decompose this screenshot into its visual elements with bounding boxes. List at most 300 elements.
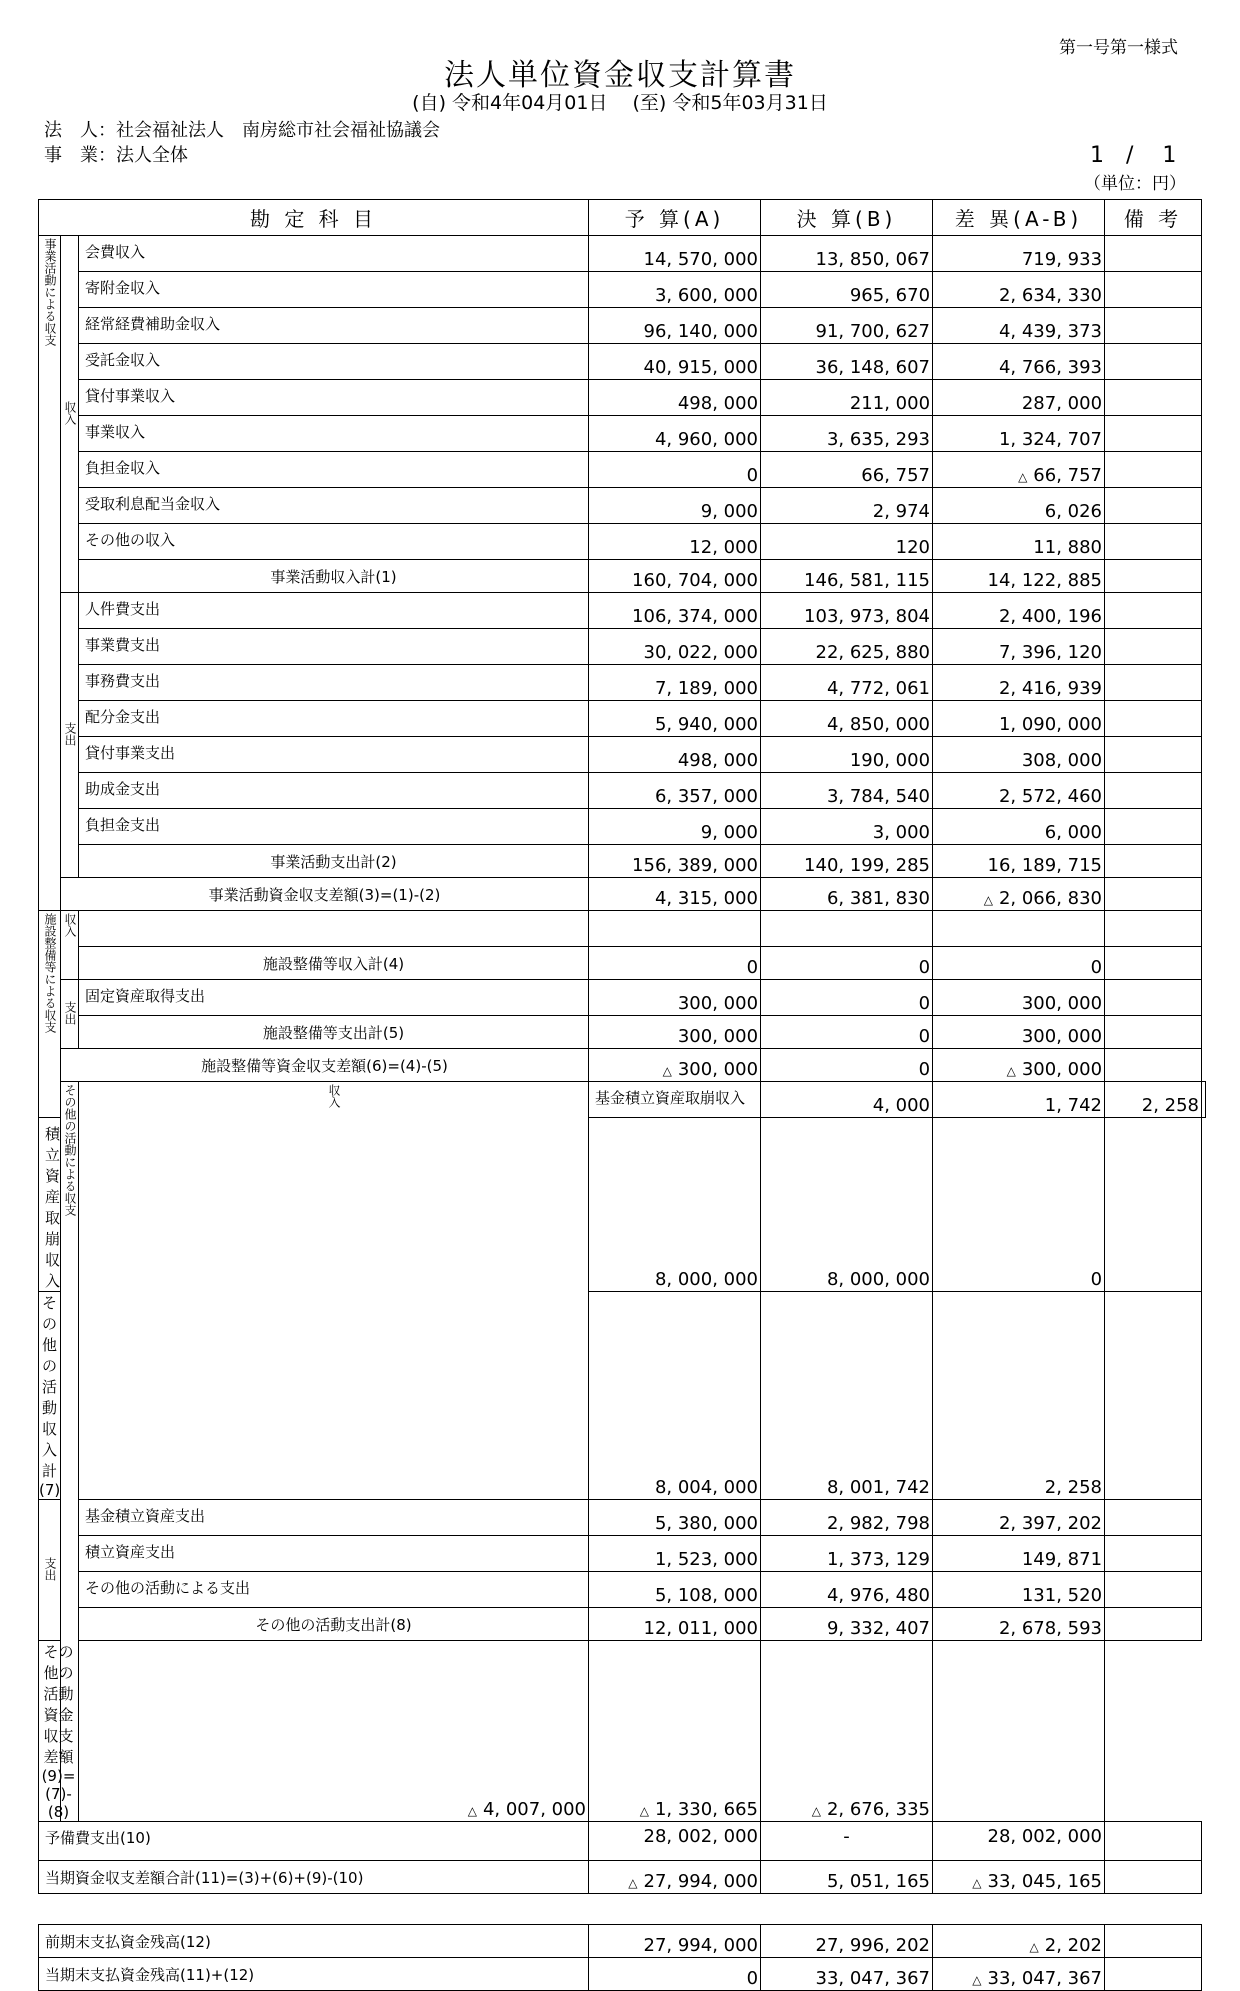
actual-cell — [761, 665, 933, 701]
note-cell — [1105, 1292, 1202, 1500]
row-label: 基金積立資産支出 — [79, 1500, 589, 1536]
diff-cell — [933, 1958, 1105, 1991]
actual-cell — [761, 560, 933, 593]
actual-value: 0 — [918, 1026, 931, 1047]
budget-cell — [589, 1292, 761, 1500]
negative-mark: △ — [1006, 1064, 1016, 1078]
empty-cell — [761, 911, 933, 947]
actual-cell — [761, 1861, 933, 1894]
actual-cell — [761, 1608, 933, 1641]
table-row — [39, 773, 1206, 809]
corporation: 法 人：社会福祉法人 南房総市社会福祉協議会 — [44, 120, 440, 141]
note-cell — [1105, 1925, 1202, 1958]
table-row — [39, 1082, 1206, 1118]
budget-value: 156, 389, 000 — [632, 855, 759, 876]
budget-cell — [589, 593, 761, 629]
diff-value: 28, 002, 000 — [987, 1826, 1103, 1847]
budget-value: 5, 108, 000 — [654, 1585, 759, 1606]
row-label: その他の活動支出計(8) — [79, 1608, 589, 1641]
actual-value: 0 — [918, 993, 931, 1014]
table-row — [39, 809, 1206, 845]
budget-cell — [761, 1082, 933, 1118]
actual-value: 146, 581, 115 — [804, 570, 931, 591]
table-row — [39, 1641, 1206, 1822]
table-row — [39, 416, 1206, 452]
diff-value: 66, 757 — [1033, 465, 1103, 486]
diff-cell — [933, 1049, 1105, 1082]
actual-value: 140, 199, 285 — [804, 855, 931, 876]
actual-value: 2, 974 — [872, 501, 931, 522]
note-cell — [933, 1641, 1105, 1822]
actual-cell — [761, 1292, 933, 1500]
diff-cell — [933, 980, 1105, 1016]
table-row — [39, 1500, 1206, 1536]
diff-cell — [933, 1292, 1105, 1500]
budget-cell — [589, 1536, 761, 1572]
actual-cell — [761, 1822, 933, 1861]
budget-cell — [589, 1049, 761, 1082]
actual-value: 33, 047, 367 — [815, 1968, 931, 1989]
actual-value: 22, 625, 880 — [815, 642, 931, 663]
diff-cell — [933, 344, 1105, 380]
actual-cell — [761, 980, 933, 1016]
diff-value: 1, 324, 707 — [998, 429, 1103, 450]
actual-cell — [761, 947, 933, 980]
actual-value: 103, 973, 804 — [804, 606, 931, 627]
table-row — [39, 488, 1206, 524]
actual-cell — [761, 1958, 933, 1991]
budget-value: 3, 600, 000 — [654, 285, 759, 306]
budget-cell — [589, 524, 761, 560]
actual-cell — [761, 1118, 933, 1292]
table-row — [39, 308, 1206, 344]
table-body — [39, 236, 1206, 1991]
table-row — [39, 665, 1206, 701]
budget-value: 14, 570, 000 — [643, 249, 759, 270]
diff-value: 149, 871 — [1021, 1549, 1103, 1570]
diff-cell — [933, 737, 1105, 773]
actual-cell — [761, 488, 933, 524]
note-cell — [1105, 1861, 1202, 1894]
row-label: 会費収入 — [79, 236, 589, 272]
diff-value: 287, 000 — [1021, 393, 1103, 414]
actual-cell — [761, 1500, 933, 1536]
row-label: その他の収入 — [79, 524, 589, 560]
diff-value: 308, 000 — [1021, 750, 1103, 771]
note-cell — [1105, 947, 1202, 980]
actual-cell — [761, 344, 933, 380]
budget-cell — [589, 1861, 761, 1894]
actual-cell — [761, 845, 933, 878]
note-cell — [1105, 1536, 1202, 1572]
table-row — [39, 344, 1206, 380]
row-label: その他の活動収入計(7) — [39, 1292, 61, 1500]
note-cell — [1105, 236, 1202, 272]
row-label: 配分金支出 — [79, 701, 589, 737]
diff-value: 2, 397, 202 — [998, 1513, 1103, 1534]
diff-value: 300, 000 — [1021, 1026, 1103, 1047]
budget-value: 106, 374, 000 — [632, 606, 759, 627]
actual-value: 4, 976, 480 — [826, 1585, 931, 1606]
actual-value: 4, 772, 061 — [826, 678, 931, 699]
actual-cell — [761, 1536, 933, 1572]
actual-value: 0 — [918, 957, 931, 978]
diff-cell — [933, 560, 1105, 593]
diff-cell — [761, 1641, 933, 1822]
row-label: 予備費支出(10) — [39, 1822, 589, 1861]
diff-value: 300, 000 — [1021, 1059, 1103, 1080]
note-cell — [1105, 380, 1202, 416]
diff-cell — [933, 452, 1105, 488]
diff-value: 2, 676, 335 — [826, 1799, 931, 1820]
budget-cell — [589, 1500, 761, 1536]
table-row — [39, 524, 1206, 560]
row-label: 事業活動資金収支差額(3)=(1)-(2) — [61, 878, 589, 911]
section-label — [61, 911, 79, 980]
section-label — [61, 593, 79, 878]
spacer — [39, 1894, 1202, 1925]
note-cell — [1105, 1608, 1202, 1641]
note-cell — [1105, 980, 1202, 1016]
row-label: 積立資産支出 — [79, 1536, 589, 1572]
budget-value: 6, 357, 000 — [654, 786, 759, 807]
row-label: 負担金収入 — [79, 452, 589, 488]
budget-value: 160, 704, 000 — [632, 570, 759, 591]
diff-cell — [933, 308, 1105, 344]
row-label: 当期末支払資金残高(11)+(12) — [39, 1958, 589, 1991]
section-label — [39, 911, 61, 1118]
table-row — [39, 911, 1206, 947]
diff-cell — [933, 845, 1105, 878]
diff-value: 16, 189, 715 — [987, 855, 1103, 876]
actual-cell — [761, 416, 933, 452]
actual-cell — [761, 1572, 933, 1608]
header-note: 備 考 — [1105, 200, 1202, 236]
negative-mark: △ — [983, 893, 993, 907]
section-label — [79, 1082, 589, 1500]
actual-cell — [589, 1641, 761, 1822]
diff-value: 2, 678, 593 — [998, 1618, 1103, 1639]
note-cell — [1105, 344, 1202, 380]
diff-value: 2, 258 — [1141, 1095, 1200, 1116]
actual-cell — [761, 701, 933, 737]
budget-cell — [589, 416, 761, 452]
row-label: 受託金収入 — [79, 344, 589, 380]
budget-value: 5, 380, 000 — [654, 1513, 759, 1534]
diff-cell — [933, 1861, 1105, 1894]
diff-cell — [933, 878, 1105, 911]
actual-value: 2, 982, 798 — [826, 1513, 931, 1534]
budget-value: 12, 000 — [689, 537, 759, 558]
budget-value: 30, 022, 000 — [643, 642, 759, 663]
note-cell — [1105, 629, 1202, 665]
diff-cell — [933, 1500, 1105, 1536]
section-text: 収入 — [63, 913, 77, 937]
diff-value: 2, 400, 196 — [998, 606, 1103, 627]
section-label — [61, 980, 79, 1049]
diff-value: 7, 396, 120 — [998, 642, 1103, 663]
budget-value: 0 — [746, 1968, 759, 1989]
note-cell — [1105, 845, 1202, 878]
note-cell — [1105, 488, 1202, 524]
budget-value: 12, 011, 000 — [643, 1618, 759, 1639]
table-row — [39, 980, 1206, 1016]
row-label: 施設整備等支出計(5) — [79, 1016, 589, 1049]
row-label — [79, 911, 589, 947]
row-label: 積立資産取崩収入 — [39, 1118, 61, 1292]
row-label: 貸付事業支出 — [79, 737, 589, 773]
header-account: 勘 定 科 目 — [39, 200, 589, 236]
row-label: その他の活動資金収支差額(9)=(7)-(8) — [39, 1641, 79, 1822]
table-row — [39, 1608, 1206, 1641]
row-label: 受取利息配当金収入 — [79, 488, 589, 524]
budget-value: 0 — [746, 957, 759, 978]
budget-value: 9, 000 — [700, 501, 759, 522]
actual-cell — [761, 737, 933, 773]
diff-cell — [933, 701, 1105, 737]
period: (自) 令和4年04月01日 (至) 令和5年03月31日 — [412, 92, 828, 114]
budget-value: 0 — [746, 465, 759, 486]
actual-value: 1, 373, 129 — [826, 1549, 931, 1570]
note-cell — [1105, 1500, 1202, 1536]
page-title: 法人単位資金収支計算書 — [444, 58, 796, 93]
table-row — [39, 272, 1206, 308]
row-label: 事業活動収入計(1) — [79, 560, 589, 593]
negative-mark: △ — [1029, 1940, 1039, 1954]
actual-value: 120 — [895, 537, 931, 558]
row-label: 基金積立資産取崩収入 — [589, 1082, 761, 1118]
diff-cell — [933, 1016, 1105, 1049]
actual-cell — [761, 629, 933, 665]
diff-value: 2, 202 — [1044, 1935, 1103, 1956]
actual-cell — [761, 878, 933, 911]
budget-cell — [589, 809, 761, 845]
actual-cell — [761, 308, 933, 344]
budget-cell — [589, 629, 761, 665]
section-text: 支出 — [63, 1000, 77, 1025]
table-row — [39, 845, 1206, 878]
row-label: 貸付事業収入 — [79, 380, 589, 416]
actual-value: 9, 332, 407 — [826, 1618, 931, 1639]
note-cell — [1105, 560, 1202, 593]
negative-mark: △ — [972, 1973, 982, 1987]
diff-value: 1, 090, 000 — [998, 714, 1103, 735]
row-label: 固定資産取得支出 — [79, 980, 589, 1016]
table-row — [39, 1822, 1206, 1861]
diff-value: 4, 766, 393 — [998, 357, 1103, 378]
budget-value: 300, 000 — [677, 1026, 759, 1047]
diff-cell — [933, 665, 1105, 701]
diff-cell — [933, 488, 1105, 524]
budget-cell — [589, 488, 761, 524]
section-text: 事業活動による収支 — [43, 238, 57, 346]
actual-value: 4, 850, 000 — [826, 714, 931, 735]
note-cell — [1105, 308, 1202, 344]
actual-cell — [761, 809, 933, 845]
note-cell — [1105, 593, 1202, 629]
diff-value: 2, 258 — [1044, 1477, 1103, 1498]
empty-cell — [933, 911, 1105, 947]
section-label — [61, 236, 79, 593]
diff-cell — [933, 380, 1105, 416]
actual-value: 13, 850, 067 — [815, 249, 931, 270]
budget-value: 5, 940, 000 — [654, 714, 759, 735]
budget-cell — [589, 1118, 761, 1292]
actual-cell — [761, 524, 933, 560]
business: 事 業：法人全体 — [44, 145, 188, 166]
budget-cell — [589, 1016, 761, 1049]
budget-cell — [589, 1925, 761, 1958]
actual-cell — [761, 380, 933, 416]
table-row — [39, 629, 1206, 665]
row-label: 負担金支出 — [79, 809, 589, 845]
diff-value: 6, 026 — [1044, 501, 1103, 522]
diff-cell — [933, 416, 1105, 452]
diff-value: 14, 122, 885 — [987, 570, 1103, 591]
row-label: 施設整備等収入計(4) — [79, 947, 589, 980]
actual-value: 3, 000 — [872, 822, 931, 843]
table-row — [39, 1861, 1206, 1894]
diff-cell — [933, 1572, 1105, 1608]
diff-cell — [933, 773, 1105, 809]
actual-value: 3, 635, 293 — [826, 429, 931, 450]
spacer-row — [39, 1894, 1206, 1925]
budget-value: 7, 189, 000 — [654, 678, 759, 699]
table-row — [39, 947, 1206, 980]
table-row — [39, 737, 1206, 773]
budget-value: 4, 007, 000 — [482, 1799, 587, 1820]
header-budget: 予 算(A) — [589, 200, 761, 236]
note-cell — [1105, 665, 1202, 701]
row-label: 施設整備等資金収支差額(6)=(4)-(5) — [61, 1049, 589, 1082]
header-actual: 決 算(B) — [761, 200, 933, 236]
note-cell — [1105, 773, 1202, 809]
row-label: 寄附金収入 — [79, 272, 589, 308]
actual-value: 211, 000 — [849, 393, 931, 414]
header-row — [39, 200, 1206, 236]
diff-value: 0 — [1090, 1269, 1103, 1290]
diff-value: 2, 416, 939 — [998, 678, 1103, 699]
actual-value: 5, 051, 165 — [826, 1871, 931, 1892]
budget-cell — [589, 701, 761, 737]
actual-cell — [933, 1082, 1105, 1118]
note-cell — [1105, 1572, 1202, 1608]
actual-cell — [761, 773, 933, 809]
section-label — [39, 236, 61, 911]
budget-cell — [589, 947, 761, 980]
budget-cell — [589, 737, 761, 773]
note-cell — [1105, 878, 1202, 911]
budget-cell — [589, 380, 761, 416]
budget-cell — [589, 878, 761, 911]
actual-cell — [761, 272, 933, 308]
actual-value: 8, 000, 000 — [826, 1269, 931, 1290]
actual-value: - — [843, 1826, 850, 1847]
table-row — [39, 593, 1206, 629]
negative-mark: △ — [1018, 470, 1028, 484]
table-row — [39, 1925, 1206, 1958]
diff-cell — [933, 1925, 1105, 1958]
unit-label: （単位：円） — [1084, 174, 1186, 194]
note-cell — [1202, 1082, 1206, 1118]
actual-value: 3, 784, 540 — [826, 786, 931, 807]
negative-mark: △ — [972, 1876, 982, 1890]
budget-cell — [79, 1641, 589, 1822]
diff-cell — [933, 1118, 1105, 1292]
table-row — [39, 1016, 1206, 1049]
budget-value: 300, 000 — [677, 993, 759, 1014]
actual-value: 965, 670 — [849, 285, 931, 306]
budget-value: 4, 315, 000 — [654, 888, 759, 909]
row-label: 事業活動支出計(2) — [79, 845, 589, 878]
budget-value: 4, 000 — [872, 1095, 931, 1116]
actual-cell — [761, 1016, 933, 1049]
actual-value: 190, 000 — [849, 750, 931, 771]
diff-value: 2, 634, 330 — [998, 285, 1103, 306]
diff-value: 33, 047, 367 — [987, 1968, 1103, 1989]
actual-value: 91, 700, 627 — [815, 321, 931, 342]
table-row — [39, 1536, 1206, 1572]
actual-cell — [761, 1925, 933, 1958]
table-row — [39, 380, 1206, 416]
actual-value: 6, 381, 830 — [826, 888, 931, 909]
diff-cell — [933, 272, 1105, 308]
negative-mark: △ — [628, 1876, 638, 1890]
budget-cell — [589, 1608, 761, 1641]
budget-cell — [589, 665, 761, 701]
budget-cell — [589, 452, 761, 488]
budget-value: 8, 000, 000 — [654, 1269, 759, 1290]
note-cell — [1105, 1958, 1202, 1991]
empty-cell — [589, 911, 761, 947]
note-cell — [1105, 701, 1202, 737]
table-row — [39, 1049, 1206, 1082]
budget-cell — [589, 344, 761, 380]
actual-cell — [761, 452, 933, 488]
note-cell — [1105, 1049, 1202, 1082]
row-label: 事務費支出 — [79, 665, 589, 701]
note-cell — [1105, 1822, 1202, 1861]
note-cell — [1105, 272, 1202, 308]
diff-value: 719, 933 — [1021, 249, 1103, 270]
note-cell — [1105, 737, 1202, 773]
note-cell — [1105, 416, 1202, 452]
row-label: 前期末支払資金残高(12) — [39, 1925, 589, 1958]
budget-cell — [589, 236, 761, 272]
negative-mark: △ — [467, 1804, 477, 1818]
section-text: 収入 — [63, 400, 77, 425]
diff-value: 33, 045, 165 — [987, 1871, 1103, 1892]
budget-value: 40, 915, 000 — [643, 357, 759, 378]
budget-cell — [589, 980, 761, 1016]
diff-value: 131, 520 — [1021, 1585, 1103, 1606]
actual-cell — [761, 593, 933, 629]
table-row — [39, 1958, 1206, 1991]
diff-cell — [933, 1536, 1105, 1572]
note-cell — [1105, 1016, 1202, 1049]
negative-mark: △ — [639, 1804, 649, 1818]
table-row — [39, 878, 1206, 911]
note-cell — [1105, 809, 1202, 845]
row-label: 助成金支出 — [79, 773, 589, 809]
budget-value: 498, 000 — [677, 750, 759, 771]
table-row — [39, 701, 1206, 737]
budget-cell — [589, 773, 761, 809]
diff-cell — [933, 593, 1105, 629]
budget-value: 96, 140, 000 — [643, 321, 759, 342]
negative-mark: △ — [662, 1064, 672, 1078]
negative-mark: △ — [811, 1804, 821, 1818]
